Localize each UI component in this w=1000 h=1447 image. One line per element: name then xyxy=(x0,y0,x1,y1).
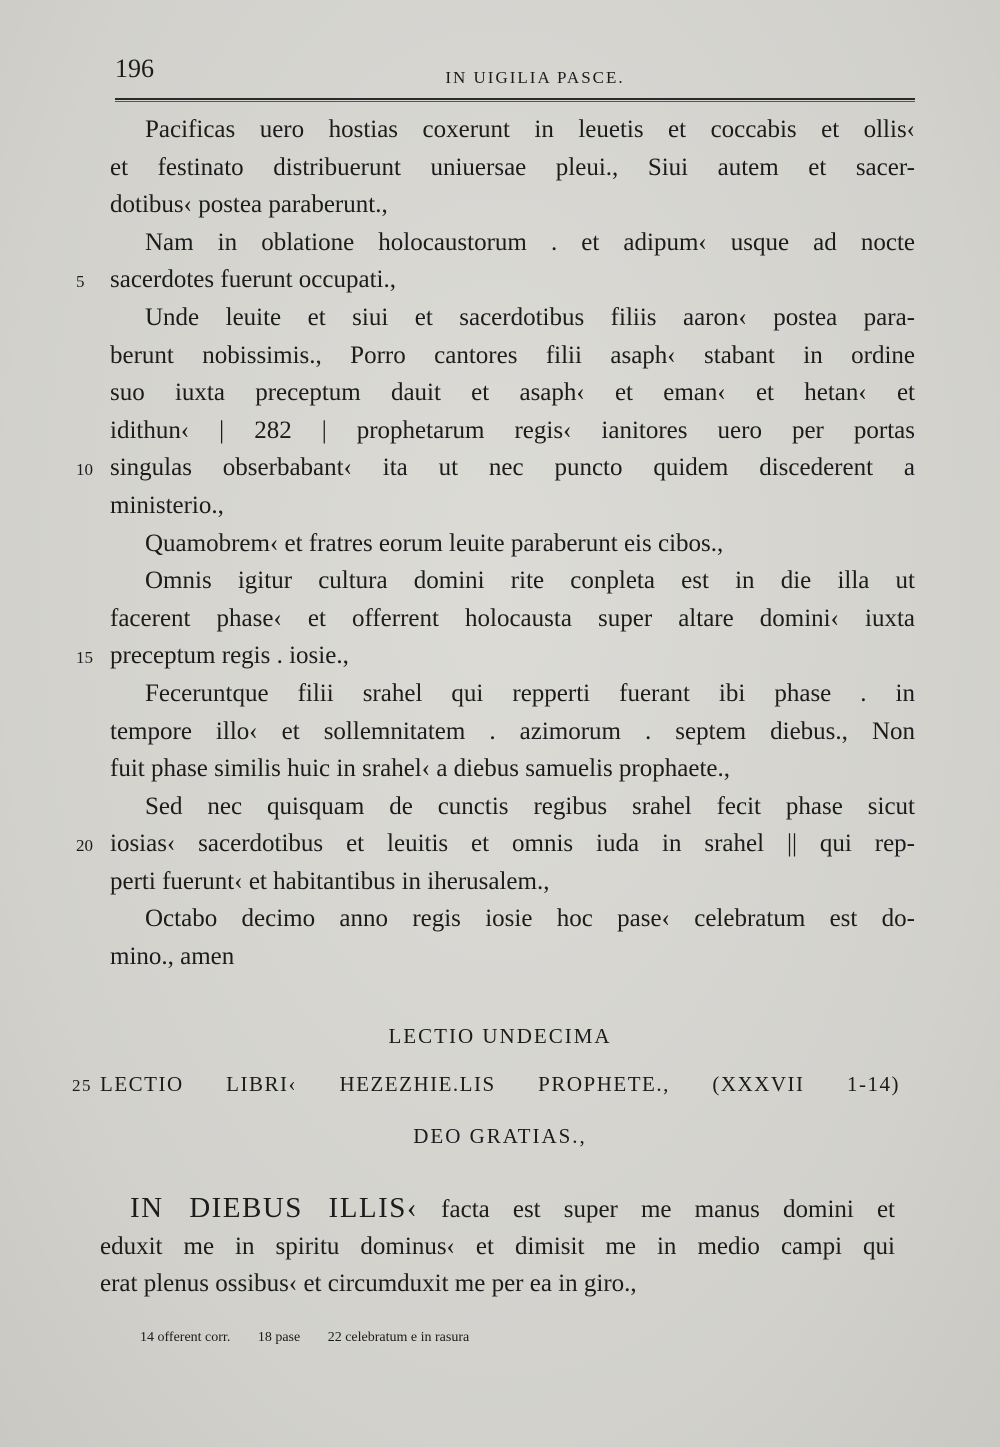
text-line xyxy=(76,825,915,863)
line-text: tempore illo‹ et sollemnitatem . azimorum . septem diebus., Non xyxy=(110,717,915,745)
line-text: suo iuxta preceptum dauit et asaph‹ et eman‹ et hetan‹ et xyxy=(110,379,915,407)
line-text: fuit phase similis huic in srahel‹ a diebus samuelis prophaete., xyxy=(110,755,730,783)
line-text: Nam in oblatione holocaustorum . et adipum‹ usque ad nocte xyxy=(145,228,915,256)
text-line xyxy=(110,224,915,262)
text-line xyxy=(110,713,915,751)
main-text xyxy=(76,111,915,976)
text-line xyxy=(110,863,915,901)
line-text: dotibus‹ postea paraberunt., xyxy=(110,191,388,219)
line-text: Octabo decimo anno regis iosie hoc pase‹ celebratum est do- xyxy=(145,905,915,933)
lectio-title: LECTIO LIBRI‹ HEZEZHIE.LIS PROPHETE., (XXXVII 1-14) xyxy=(100,1072,900,1096)
text-line xyxy=(100,1190,895,1228)
line-number: 15 xyxy=(76,648,93,668)
text-line xyxy=(110,186,915,224)
line-text: Unde leuite et siui et sacerdotibus filiis aaron‹ postea para- xyxy=(145,303,915,331)
line-text: ministerio., xyxy=(110,491,224,519)
line-text: Quamobrem‹ et fratres eorum leuite paraberunt eis cibos., xyxy=(145,529,724,557)
text-line xyxy=(110,675,915,713)
text-line xyxy=(110,111,915,149)
page-number: 196 xyxy=(115,54,154,83)
text-line xyxy=(110,788,915,826)
line-text: Sed nec quisquam de cunctis regibus srahel fecit phase sicut xyxy=(145,792,915,820)
footnote: 18 pase xyxy=(257,1330,301,1345)
text-line xyxy=(110,487,915,525)
line-text: facerent phase‹ et offerrent holocausta super altare domini‹ iuxta xyxy=(110,604,915,632)
line-text: perti fuerunt‹ et habitantibus in iherusalem., xyxy=(110,867,550,895)
line-text: preceptum regis . iosie., xyxy=(110,642,349,670)
header-rule xyxy=(115,98,915,102)
lectio-response: DEO GRATIAS., xyxy=(413,1124,587,1148)
text-line xyxy=(110,562,915,600)
text-line: erat plenus ossibus‹ et circumduxit me per ea in giro., xyxy=(100,1270,637,1298)
line-text: et festinato distribuerunt uniuersae pleui., Siui autem et sacer- xyxy=(110,153,915,181)
line-number: 5 xyxy=(76,272,85,292)
text-line xyxy=(110,412,915,450)
text-line xyxy=(110,600,915,638)
line-text: Pacificas uero hostias coxerunt in leuetis et coccabis et ollis‹ xyxy=(145,116,915,143)
text-line: eduxit me in spiritu dominus‹ et dimisit me in medio campi qui xyxy=(100,1232,895,1260)
reading-text xyxy=(100,1190,895,1303)
text-line xyxy=(110,149,915,187)
text-line xyxy=(110,299,915,337)
opening-rest: facta est super me manus domini et xyxy=(418,1196,895,1223)
text-line xyxy=(76,261,915,299)
text-line xyxy=(110,525,915,563)
footnote: 14 offerent corr. xyxy=(140,1330,231,1345)
running-title: IN UIGILIA PASCE. xyxy=(445,68,625,87)
line-text: Feceruntque filii srahel qui repperti fuerant ibi phase . in xyxy=(145,679,915,707)
text-line xyxy=(110,900,915,938)
line-text: mino., amen xyxy=(110,943,235,971)
line-text: sacerdotes fuerunt occupati., xyxy=(110,266,396,294)
section-title: LECTIO UNDECIMA xyxy=(388,1024,612,1048)
text-line xyxy=(110,374,915,412)
line-text: berunt nobissimis., Porro cantores filii asaph‹ stabant in ordine xyxy=(110,341,915,369)
text-line xyxy=(110,750,915,788)
line-number: 25 xyxy=(72,1076,92,1095)
line-text: singulas obserbabant‹ ita ut nec puncto quidem discederent a xyxy=(110,454,915,482)
page-header xyxy=(115,52,915,98)
line-text: idithun‹ | 282 | prophetarum regis‹ ianitores uero per portas xyxy=(110,416,915,444)
opening-caps: IN DIEBUS ILLIS‹ xyxy=(130,1192,419,1224)
line-text: iosias‹ sacerdotibus et leuitis et omnis iuda in srahel || qui rep- xyxy=(110,830,915,858)
line-text: Omnis igitur cultura domini rite conpleta est in die illa ut xyxy=(145,567,915,595)
footnote: 22 celebratum e in rasura xyxy=(327,1330,470,1345)
text-line xyxy=(76,449,915,487)
text-line xyxy=(110,337,915,375)
line-number: 10 xyxy=(76,460,93,480)
footnotes xyxy=(140,1330,640,1346)
lectio-heading xyxy=(72,1072,900,1097)
text-line xyxy=(76,637,915,675)
line-number: 20 xyxy=(76,836,93,856)
text-line xyxy=(110,938,915,976)
